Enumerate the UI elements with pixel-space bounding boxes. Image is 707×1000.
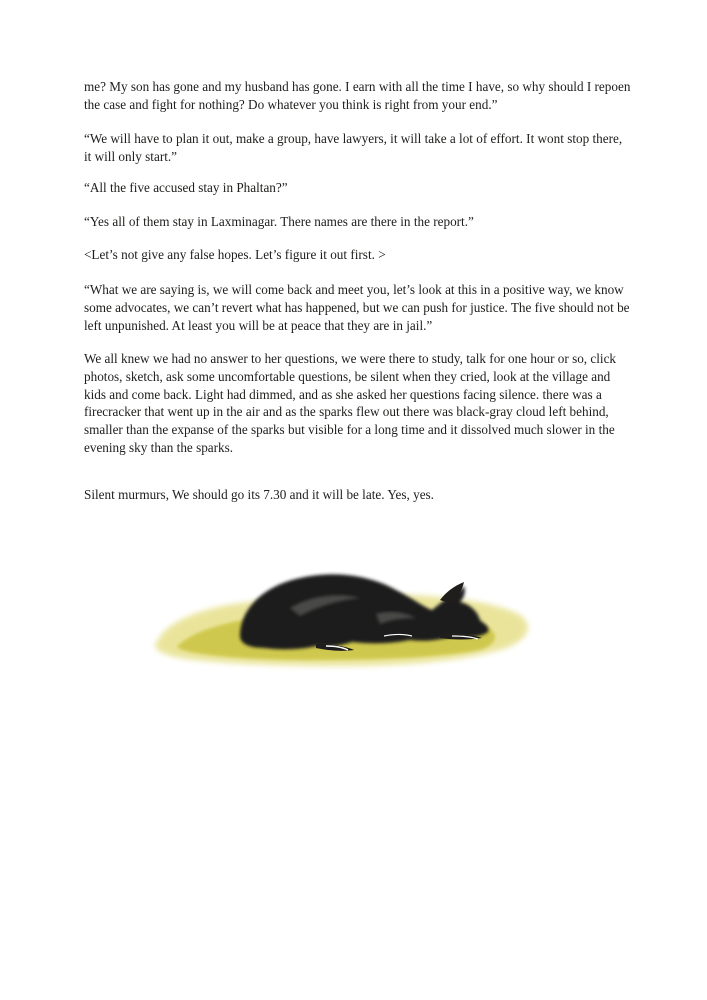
paragraph-text: “What we are saying is, we will come back and meet you, let’s look at this in a positive way, we know some advocates, we can’t revert what has happened, but we can push for justice. The five should not be left unpunished. At least you will be at peace that they are in jail.”: [84, 282, 630, 333]
paragraph-text: “We will have to plan it out, make a group, have lawyers, it will take a lot of effort. It wont stop there, it will only start.”: [84, 131, 623, 164]
sleeping-dog-illustration: [140, 548, 540, 678]
paragraph-3: [84, 179, 632, 197]
paragraph-text: “Yes all of them stay in Laxminagar. There names are there in the report.”: [84, 214, 474, 229]
paragraph-8: [84, 486, 632, 504]
paragraph-text: “All the five accused stay in Phaltan?”: [84, 180, 288, 195]
paragraph-text: me? My son has gone and my husband has gone. I earn with all the time I have, so why should I repoen the case and fight for nothing? Do whatever you think is right from your end.”: [84, 79, 631, 112]
paragraph-4: [84, 213, 632, 231]
paragraph-text: We all knew we had no answer to her questions, we were there to study, talk for one hour or so, click photos, sketch, ask some uncomfortable questions, be silent when they cried, look at the village and kids and come back. Light had dimmed, and as she asked her questions facing silence. there was a firecracker that went up in the air and as the sparks flew out there was black-gray cloud left behind, smaller than the expanse of the sparks but visible for a long time and it dissolved much slower in the evening sky than the sparks.: [84, 351, 617, 455]
paragraph-1: [84, 78, 632, 114]
paragraph-6: [84, 281, 632, 334]
dog-watercolor-icon: [140, 548, 540, 678]
paragraph-5: [84, 246, 632, 264]
paragraph-7: [84, 350, 632, 457]
paragraph-text: <Let’s not give any false hopes. Let’s figure it out first. >: [84, 247, 386, 262]
paragraph-2: [84, 130, 632, 166]
paragraph-text: Silent murmurs, We should go its 7.30 and it will be late. Yes, yes.: [84, 487, 434, 502]
